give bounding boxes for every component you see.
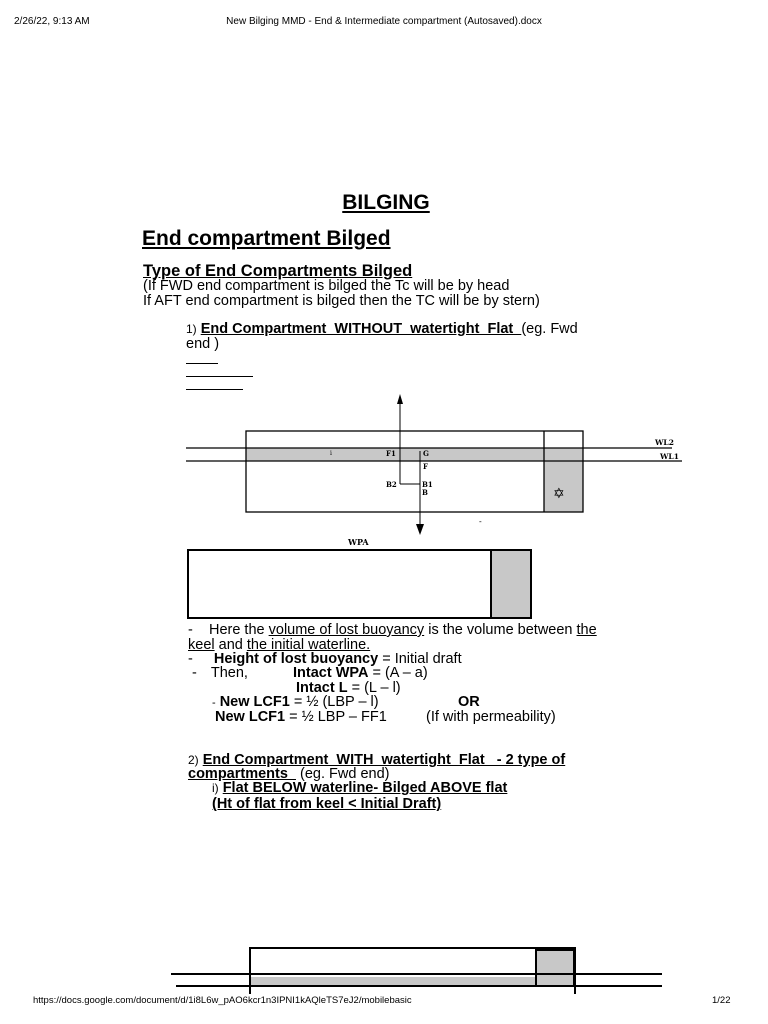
- or-label: OR: [458, 694, 480, 710]
- subsection-i-heading: [212, 781, 507, 796]
- intact-wpa: [293, 666, 428, 681]
- flat-bilged-compartment: [536, 950, 574, 986]
- dot-mark: -: [479, 517, 482, 526]
- wpa-label: WPA: [348, 537, 369, 547]
- new-lcf1-perm: [215, 710, 387, 725]
- g-label: G: [423, 449, 429, 458]
- hull-outline: [246, 431, 583, 512]
- main-heading: BILGING: [342, 191, 430, 214]
- wpa-outline: [188, 550, 531, 618]
- subsection-i-title: Flat BELOW waterline- Bilged ABOVE flat: [222, 780, 508, 796]
- permeability-note: (If with permeability): [426, 709, 556, 725]
- text-span: New LCF1: [219, 694, 290, 710]
- subsection-i-subtitle: (Ht of flat from keel < Initial Draft): [212, 796, 442, 812]
- text-span: Here the: [208, 622, 269, 638]
- text-span: keel: [188, 637, 215, 653]
- print-doc-title: New Bilging MMD - End & Intermediate compartment (Autosaved).docx: [226, 16, 542, 27]
- section-1-tail-2: end ): [186, 336, 220, 352]
- text-span: = (L – l): [347, 680, 401, 696]
- sub-heading: End compartment Bilged: [142, 227, 391, 250]
- down-arrow-icon: [416, 524, 424, 535]
- subsection-i-number: i): [212, 781, 219, 795]
- b1-label: B1: [422, 480, 433, 489]
- text-span: the: [576, 622, 597, 638]
- wl1-label: WL1: [660, 452, 679, 461]
- b2-label: B2: [386, 480, 397, 489]
- flat-flooded-band: [250, 977, 536, 986]
- text-span: = ½ (LBP – l): [289, 694, 379, 710]
- text-span: = (A – a): [368, 665, 428, 681]
- print-page-number: 1/22: [712, 995, 731, 1006]
- text-span: volume of lost buoyancy: [268, 622, 425, 638]
- bullet-lost-buoyancy: [188, 623, 597, 638]
- wpa-bilged-area: [491, 550, 531, 618]
- flat-hull-outline: [250, 948, 575, 996]
- flat-diagram: [0, 940, 768, 996]
- star-icon: ✡: [553, 486, 565, 502]
- b-label: B: [422, 488, 428, 497]
- f-label: F: [423, 462, 428, 471]
- text-span: Intact L: [296, 680, 348, 696]
- type-line-2: If AFT end compartment is bilged then the TC will be by stern): [143, 293, 540, 309]
- bullet-dash: -: [188, 651, 193, 667]
- text-span: = ½ LBP – FF1: [285, 709, 387, 725]
- text-span: New LCF1: [215, 709, 286, 725]
- bullet-dash: -: [188, 622, 193, 638]
- text-span: Height of lost buoyancy: [213, 651, 379, 667]
- text-span: and: [214, 637, 247, 653]
- bullet-dash: -: [192, 665, 197, 681]
- f1-label: F1: [386, 449, 396, 458]
- text-span: = Initial draft: [378, 651, 462, 667]
- print-datetime: 2/26/22, 9:13 AM: [14, 16, 90, 27]
- bilged-compartment: [544, 448, 583, 512]
- text-span: is the volume between: [424, 622, 577, 638]
- text-span: Then,: [210, 665, 248, 681]
- type-line-1: (If FWD end compartment is bilged the Tc will be by head: [143, 278, 510, 294]
- section-2-number: 2): [188, 753, 199, 767]
- section-1-number: 1): [186, 322, 197, 336]
- tick-mark: i: [330, 450, 332, 457]
- text-span: the initial waterline.: [246, 637, 371, 653]
- section-1-title: End Compartment WITHOUT watertight Flat: [200, 321, 522, 337]
- section-2-tail: (eg. Fwd end): [295, 766, 390, 782]
- section-2-title-cont: compartments: [188, 766, 296, 782]
- up-arrow-icon: [397, 394, 403, 404]
- section-2-title: End Compartment WITH watertight Flat - 2 type of: [202, 752, 566, 768]
- bullet-dash: -: [212, 697, 216, 709]
- print-url: https://docs.google.com/document/d/1i8L6w_pAO6kcr1n3IPNI1kAQleTS7eJ2/mobilebasic: [33, 995, 412, 1006]
- wl2-label: WL2: [655, 438, 674, 447]
- type-heading: Type of End Compartments Bilged: [143, 262, 413, 280]
- text-span: Intact WPA: [293, 665, 369, 681]
- section-1-tail: (eg. Fwd: [521, 321, 578, 337]
- bullet-then: [192, 666, 248, 681]
